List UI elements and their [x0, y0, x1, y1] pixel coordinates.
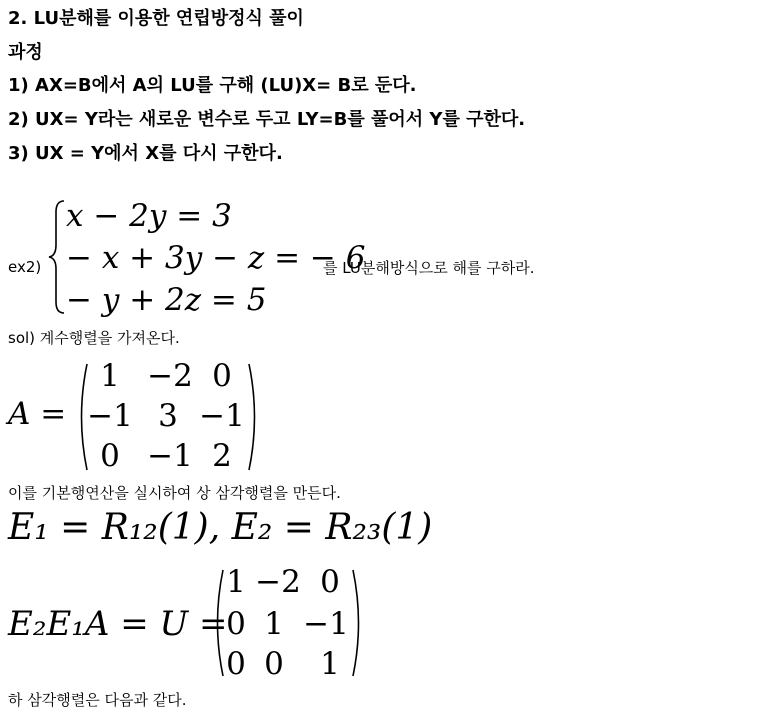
lower-triangular-text: 하 삼각행렬은 다음과 같다.	[8, 691, 187, 709]
elementary-operations: E₁ = R₁₂(1), E₂ = R₂₃(1)	[8, 507, 433, 548]
matrix-a-label: A =	[8, 396, 67, 432]
matrix-u-right-paren	[350, 568, 366, 678]
matrix-a-cell: −2	[147, 358, 193, 394]
matrix-u-label: E₂E₁A = U =	[8, 604, 228, 644]
matrix-u-cell: −2	[255, 564, 301, 600]
solution-intro: sol) 계수행렬을 가져온다.	[8, 329, 180, 347]
matrix-u-cell: 0	[226, 646, 246, 682]
matrix-u-cell: 1	[320, 646, 340, 682]
matrix-a-cell: 2	[212, 438, 232, 474]
example-instruction: 를 LU분해방식으로 해를 구하라.	[323, 259, 535, 277]
step-1: 1) AX=B에서 A의 LU를 구해 (LU)X= B로 둔다.	[8, 75, 417, 96]
matrix-u-cell: 0	[226, 606, 246, 642]
matrix-u-cell: 1	[226, 564, 246, 600]
matrix-a-cell: −1	[199, 398, 245, 434]
matrix-a-right-paren	[246, 362, 262, 472]
system-brace	[46, 198, 68, 316]
matrix-u-cell: 0	[320, 564, 340, 600]
matrix-u-cell: 0	[264, 646, 284, 682]
matrix-a-cell: 0	[100, 438, 120, 474]
matrix-a-cell: 0	[212, 358, 232, 394]
matrix-u-cell: 1	[264, 606, 284, 642]
matrix-a-cell: −1	[87, 398, 133, 434]
section-title: 2. LU분해를 이용한 연립방정식 풀이	[8, 8, 304, 29]
matrix-u-cell: −1	[303, 606, 349, 642]
example-label: ex2)	[8, 258, 42, 276]
elementary-text: 이를 기본행연산을 실시하여 상 삼각행렬을 만든다.	[8, 484, 341, 502]
equation-1: x − 2y = 3	[66, 198, 232, 234]
matrix-a-cell: 1	[100, 358, 120, 394]
step-2: 2) UX= Y라는 새로운 변수로 두고 LY=B를 풀어서 Y를 구한다.	[8, 109, 526, 130]
step-3: 3) UX = Y에서 X를 다시 구한다.	[8, 143, 283, 164]
equation-3: − y + 2z = 5	[66, 282, 267, 318]
matrix-a-cell: −1	[147, 438, 193, 474]
process-label: 과정	[8, 42, 43, 63]
matrix-a-cell: 3	[158, 398, 178, 434]
equation-2: − x + 3y − z = − 6	[66, 240, 366, 276]
